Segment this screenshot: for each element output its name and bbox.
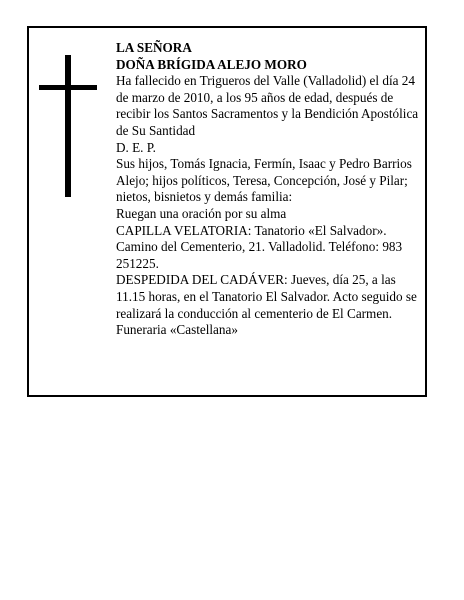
death-info: Ha fallecido en Trigueros del Valle (Valladolid) el día 24 de marzo de 2010, a los 95 años de edad, después de recibir los Santos Sacramentos y la Bendición Apostólica de Su Santidad	[116, 73, 419, 138]
dep-line: D. E. P.	[116, 139, 156, 155]
cross-horizontal-bar	[39, 85, 97, 90]
deceased-name: DOÑA BRÍGIDA ALEJO MORO	[116, 56, 307, 72]
funeral-home: Funeraria «Castellana»	[116, 322, 238, 338]
cross-icon	[39, 55, 99, 197]
farewell-info: DESPEDIDA DEL CADÁVER: Jueves, día 25, a las 11.15 horas, en el Tanatorio El Salvador. Acto seguido se realizará la conducción al cementerio de El Carmen.	[116, 272, 417, 321]
notice-heading: LA SEÑORA	[116, 40, 192, 55]
notice-text	[116, 40, 423, 339]
obituary-notice	[27, 26, 427, 397]
prayer-request: Ruegan una oración por su alma	[116, 205, 287, 221]
cross-vertical-bar	[65, 55, 71, 197]
chapel-info: CAPILLA VELATORIA: Tanatorio «El Salvador». Camino del Cementerio, 21. Valladolid. Teléfono: 983 251225.	[116, 222, 403, 271]
family-list: Sus hijos, Tomás Ignacia, Fermín, Isaac y Pedro Barrios Alejo; hijos políticos, Teresa, Concepción, José y Pilar; nietos, bisnietos y demás familia:	[116, 156, 412, 205]
